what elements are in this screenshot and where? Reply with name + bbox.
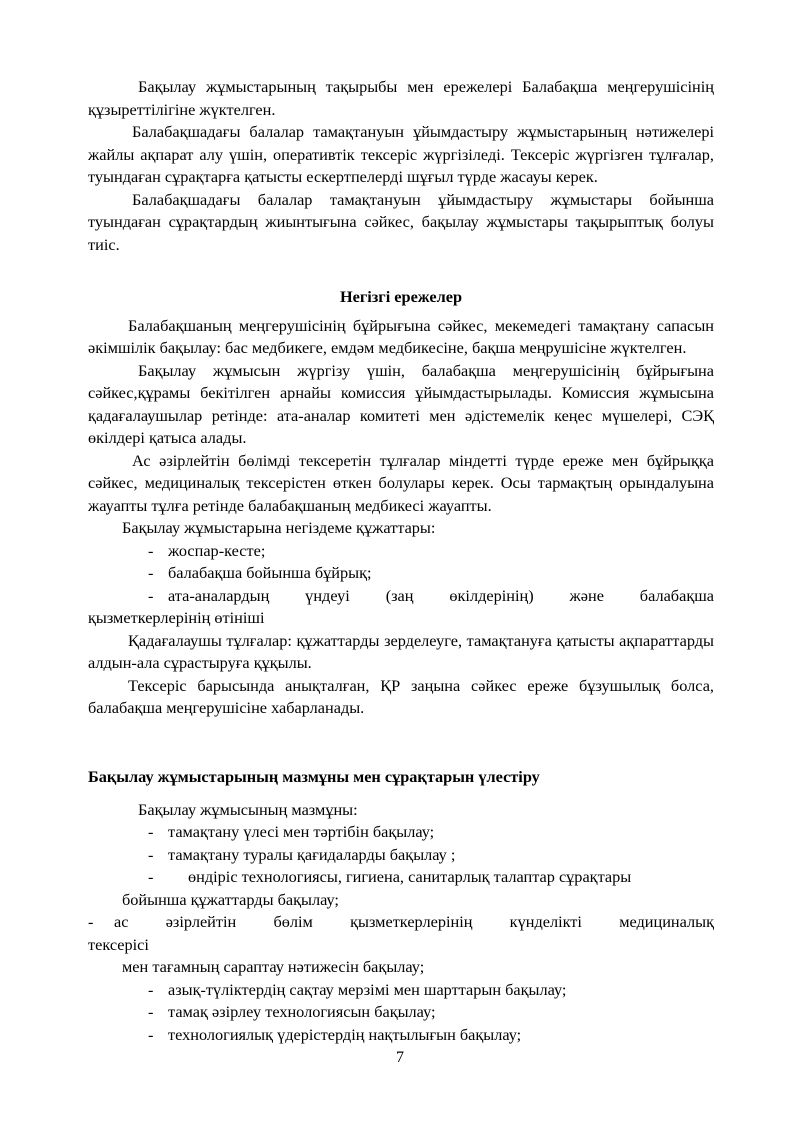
list-item: - тамақтану үлесі мен тәртібін бақылау; [88, 821, 714, 844]
list-dash: - [148, 1002, 154, 1021]
paragraph: Бақылау жұмыстарының тақырыбы мен ережелері Балабақша меңгерушісінің құзыреттілігіне жүктелген. [88, 77, 714, 119]
list-item: - жоспар-кесте; [88, 540, 714, 563]
list-dash: - [148, 822, 154, 841]
paragraph: Балабақшаның меңгерушісінің бұйрығына сәйкес, мекемедегі тамақтану сапасын әкімшілік бақылау: бас медбикеге, емдәм медбикесіне, бақша меңрушісіне жүктелген. [88, 315, 714, 357]
list-dash: - [148, 979, 154, 999]
paragraph: Бақылау жұмысын жүргізу үшін, балабақша меңгерушісінің бұйрығына сәйкес,құрамы бекітілген арнайы комиссия ұйымдастырылады. Комиссия жұмысына қадағалаушылар ретінде: ата-аналар комитеті мен әдістемелік кеңес мүшелері, СЭҚ өкілдері қатыса алады. [88, 360, 714, 447]
paragraph: Тексеріс барысында анықталған, ҚР заңына сәйкес ереже бұзушылық болса, балабақша меңгерушісіне хабарланады. [88, 675, 714, 717]
paragraph: Бақылау жұмыстарына негіздеме құжаттары: [122, 518, 436, 537]
list-item: - азық-түліктердің сақтау мерзімі мен шарттарын бақылау; [88, 979, 714, 1002]
section-control-content [88, 766, 714, 1046]
list-dash: - [88, 912, 94, 931]
list-dash: - [148, 540, 154, 560]
list-item-continuation: қызметкерлерінің өтініші [88, 608, 265, 627]
paragraph: Бақылау жұмысының мазмұны: [138, 799, 358, 819]
section-title: Негізгі ережелер [339, 287, 463, 306]
list-item-continuation: мен тағамның сараптау нәтижесін бақылау; [122, 957, 425, 976]
list-item-continuation: бойынша құжаттарды бақылау; [122, 889, 339, 909]
list-item: - технологиялық үдерістердің нақтылығын бақылау; [88, 1024, 714, 1047]
list-item: - өндіріс технологиясы, гигиена, санитарлық талаптар сұрақтары [88, 866, 714, 889]
list-item: - ата-аналардың үндеуі (заң өкілдерінің) және балабақша [88, 585, 714, 608]
list-dash: - [148, 1024, 154, 1044]
list-dash: - [148, 844, 154, 864]
paragraph: Ас әзірлейтін бөлімді тексеретін тұлғалар міндетті түрде ереже мен бұйрыққа сәйкес, медициналық тексерістен өткен болулары керек. Осы тармақтың орындалуына жауапты тұлға ретінде балабақшаның медбикесі жауапты. [88, 450, 714, 515]
list-dash: - [148, 585, 154, 605]
paragraph: Балабақшадағы балалар тамақтануын ұйымдастыру жұмыстарының нәтижелері жайлы ақпарат алу үшін, оперативтік тексеріс жүргізіледі. Тексеріс жүргізген тұлғалар, туындаған сұрақтарға қатысты ескертпелерді шұғыл түрде жасауы керек. [88, 122, 714, 186]
page-number: 7 [396, 1049, 404, 1066]
list-dash: - [148, 867, 154, 886]
section-title: Бақылау жұмыстарының мазмұны мен сұрақтарын үлестіру [88, 767, 540, 786]
section-basic-rules [88, 286, 714, 720]
paragraph: Қадағалаушы тұлғалар: құжаттарды зерделеуге, тамақтануға қатысты ақпараттарды алдын-ала сұрастыруға құқылы. [88, 630, 714, 672]
paragraph: Балабақшадағы балалар тамақтануын ұйымдастыру жұмыстары бойынша туындаған сұрақтардың жиынтығына сәйкес, бақылау жұмыстары тақырыптық болуы тиіс. [88, 189, 714, 254]
intro-paragraphs [88, 76, 714, 256]
list-item: - тамақтану туралы қағидаларды бақылау ; [88, 844, 714, 867]
list-item-continuation: тексерісі [88, 934, 149, 954]
list-item: - ас әзірлейтін бөлім қызметкерлерінің күнделікті медициналық [88, 911, 714, 934]
list-item: - балабақша бойынша бұйрық; [88, 562, 714, 585]
list-dash: - [148, 563, 154, 582]
list-item: - тамақ әзірлеу технологиясын бақылау; [88, 1001, 714, 1024]
